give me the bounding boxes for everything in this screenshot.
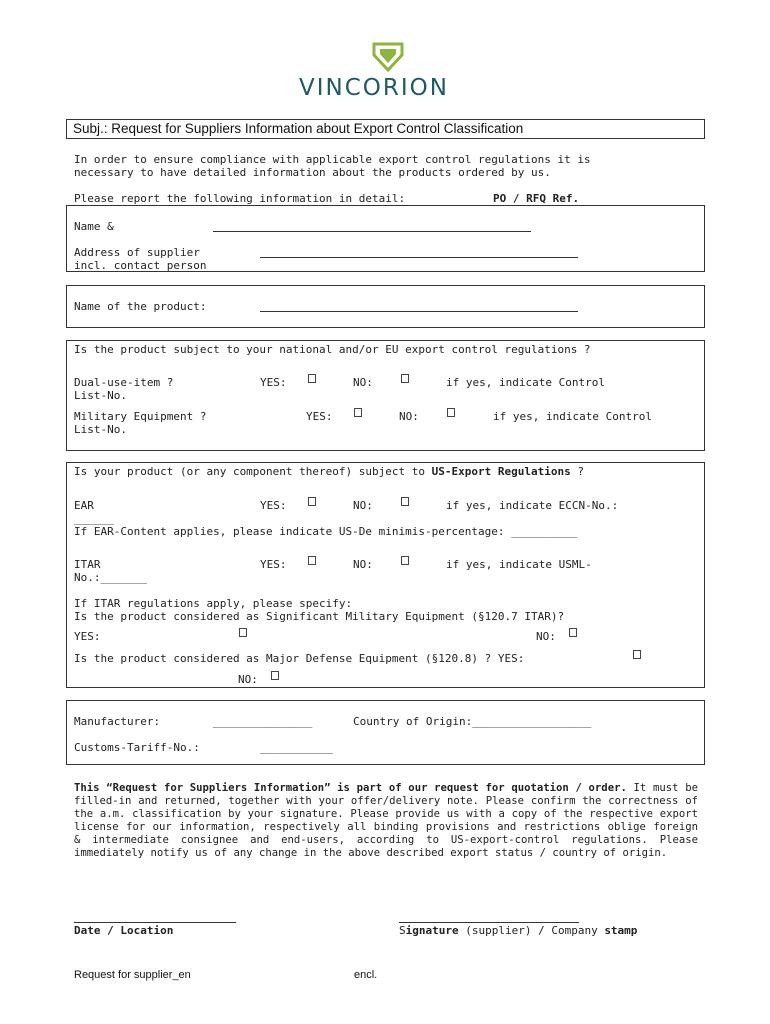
notice-paragraph [74,782,698,859]
mde-yes-checkbox[interactable] [633,650,641,659]
report-instruction: Please report the following information in detail: [74,192,406,205]
supplier-name-label: Name & [74,220,114,233]
ear-yes-label: YES: [260,499,287,512]
eccn-field[interactable]: ______ [74,512,114,525]
customs-tariff-field[interactable]: ___________ [260,741,333,754]
product-name-field[interactable] [260,311,578,312]
ear-label: EAR [74,499,94,512]
itar-no-checkbox[interactable] [401,556,409,565]
date-location-line[interactable] [74,922,236,923]
intro-line-1: In order to ensure compliance with applicable export control regulations it is [74,153,591,166]
signature-mid: (supplier) / Company [465,924,598,937]
footer-left: Request for supplier_en [74,969,191,981]
us-question [74,465,584,478]
supplier-address-label-1: Address of supplier [74,246,200,259]
supplier-name-field[interactable] [213,231,531,232]
signature-first: S [399,924,406,937]
ear-eccn-hint: if yes, indicate ECCN-No.: [446,499,619,512]
sme-yes-checkbox[interactable] [239,628,247,637]
dual-use-control-hint: if yes, indicate Control [446,376,605,389]
logo-shield-icon [371,42,405,72]
usml-field[interactable]: No.:_______ [74,571,147,584]
itar-usml-hint: if yes, indicate USML- [446,558,592,571]
dual-use-list-no: List-No. [74,389,127,402]
military-equipment-label: Military Equipment ? [74,410,207,423]
military-no-label: NO: [399,410,419,423]
us-question-end: ? [577,465,584,478]
de-minimis-line: If EAR-Content applies, please indicate US-De minimis-percentage: __________ [74,525,578,538]
mde-no-label: NO: [238,673,258,686]
footer-right: encl. [354,969,378,981]
origin-section [66,700,705,765]
sme-no-label: NO: [536,630,556,643]
signature-line[interactable] [399,922,579,923]
country-of-origin[interactable]: Country of Origin:__________________ [353,715,592,728]
intro-line-2: necessary to have detailed information about the products ordered by us. [74,166,551,179]
sme-question: Is the product considered as Significant Military Equipment (§120.7 ITAR)? [74,610,565,623]
us-question-bold: US-Export Regulations [431,465,571,478]
notice-text: It must be filled-in and returned, together with your offer/delivery note. Please confirm the correctness of the a.m. classification by your signature. Please provide us with a copy of the respective export license for our information, respectively all binding provisions and restrictions oblige foreign & intermediate consignee and end-users, according to US-export-control regulations. Please immediately notify us of any change in the above described export status / country of origin. [74,782,698,859]
ear-no-label: NO: [353,499,373,512]
military-no-checkbox[interactable] [447,408,455,417]
manufacturer-field[interactable]: _______________ [213,715,313,728]
dual-use-no-checkbox[interactable] [401,374,409,383]
us-question-text: Is your product (or any component thereof) subject to [74,465,425,478]
sme-yes-label: YES: [74,630,101,643]
logo-wordmark: VINCORION [299,75,449,101]
military-yes-checkbox[interactable] [354,408,362,417]
po-rfq-ref: PO / RFQ Ref. [493,192,580,205]
customs-tariff-label: Customs-Tariff-No.: [74,741,200,754]
subject-title: Subj.: Request for Suppliers Information about Export Control Classification [73,121,524,136]
itar-apply-line: If ITAR regulations apply, please specify: [74,597,353,610]
signature-stamp: stamp [604,924,638,937]
itar-label: ITAR [74,558,101,571]
itar-no-label: NO: [353,558,373,571]
itar-yes-checkbox[interactable] [308,556,316,565]
dual-use-label: Dual-use-item ? [74,376,174,389]
military-control-hint: if yes, indicate Control [493,410,652,423]
notice-bold: This “Request for Suppliers Information” is part of our request for quotation / order. [74,782,627,794]
itar-yes-label: YES: [260,558,287,571]
supplier-address-label-2: incl. contact person [74,259,207,272]
signature-bold: ignature [405,924,459,937]
mde-question: Is the product considered as Major Defense Equipment (§120.8) ? YES: [74,652,525,665]
military-yes-label: YES: [306,410,333,423]
sme-no-checkbox[interactable] [569,628,577,637]
date-location-label: Date / Location [74,924,174,937]
dual-use-yes-checkbox[interactable] [308,374,316,383]
product-name-label: Name of the product: [74,300,207,313]
manufacturer-label: Manufacturer: [74,715,161,728]
supplier-address-field[interactable] [260,257,578,258]
mde-no-checkbox[interactable] [271,671,279,680]
national-question: Is the product subject to your national and/or EU export control regulations ? [74,343,591,356]
signature-label [399,924,637,937]
national-regulations-section [66,340,705,451]
dual-use-yes-label: YES: [260,376,287,389]
military-list-no: List-No. [74,423,127,436]
ear-yes-checkbox[interactable] [308,497,316,506]
ear-no-checkbox[interactable] [401,497,409,506]
dual-use-no-label: NO: [353,376,373,389]
